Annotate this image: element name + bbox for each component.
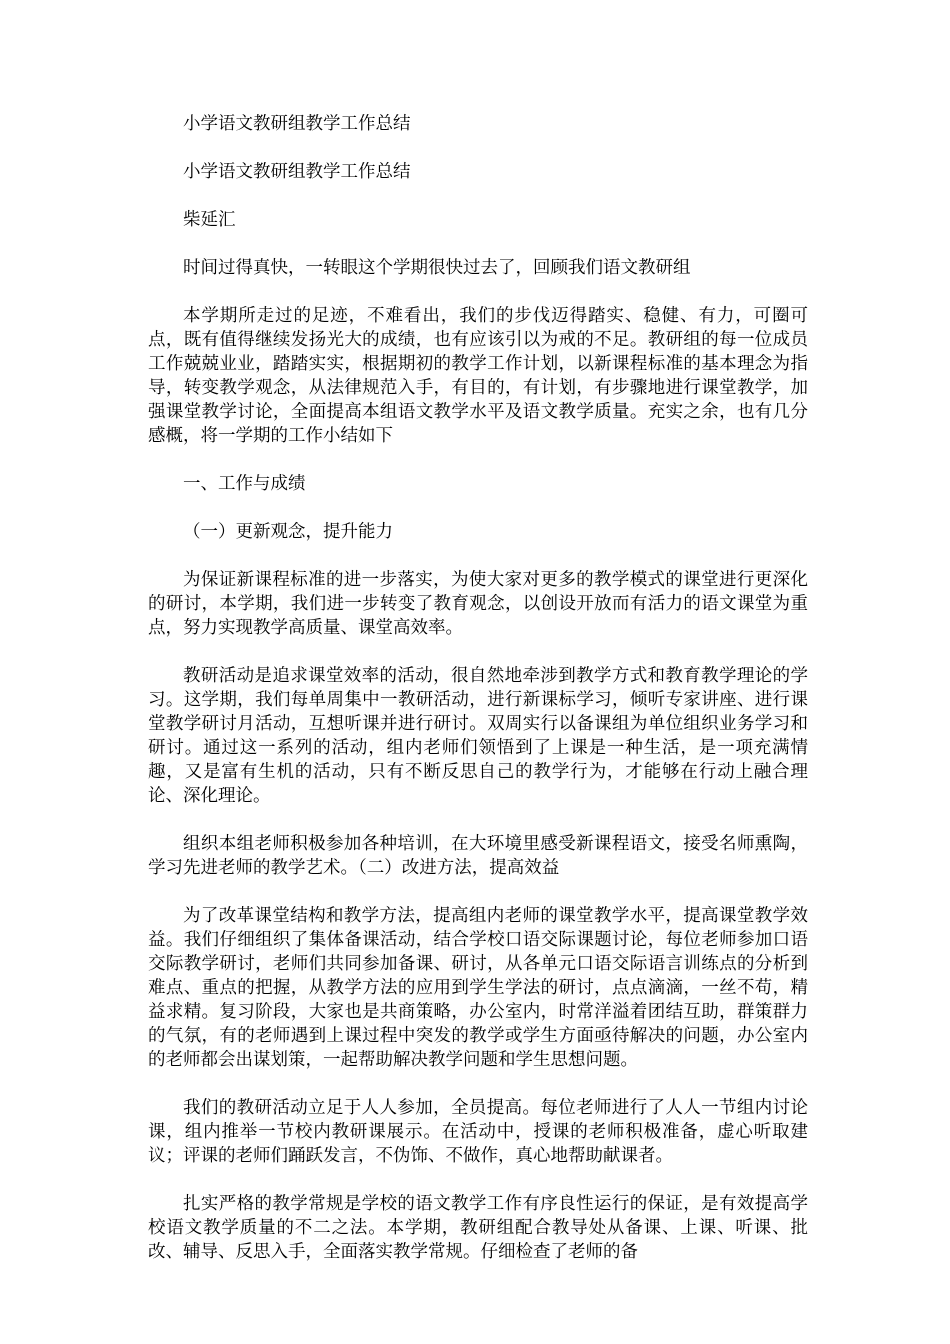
paragraph-3: 为保证新课程标准的进一步落实，为使大家对更多的教学模式的课堂进行更深化的研讨，本学期，我们进一步转变了教育观念，以创设开放而有活力的语文课堂为重点，努力实现教学高质量、课堂高效率。 xyxy=(148,570,808,638)
subsection-heading: （一）更新观念，提升能力 xyxy=(183,522,393,542)
paragraph-6: 为了改革课堂结构和教学方法，提高组内老师的课堂教学水平，提高课堂教学效益。我们仔细组织了集体备课活动，结合学校口语交际课题讨论，每位老师参加口语交际教学研讨，老师们共同参加备课、研讨，从各单元口语交际语言训练点的分析到难点、重点的把握，从教学方法的应用到学生学法的研讨，点点滴滴，一丝不苟，精益求精。复习阶段，大家也是共商策略，办公室内，时常洋溢着团结互助，群策群力的气氛，有的老师遇到上课过程中突发的教学或学生方面亟待解决的问题，办公室内的老师都会出谋划策，一起帮助解决教学问题和学生思想问题。 xyxy=(148,906,808,1070)
document-body xyxy=(148,112,808,1264)
document-author: 柴延汇 xyxy=(183,210,236,230)
document-subtitle: 小学语文教研组教学工作总结 xyxy=(183,162,411,182)
paragraph-2: 本学期所走过的足迹，不难看出，我们的步伐迈得踏实、稳健、有力，可圈可点，既有值得继续发扬光大的成绩，也有应该引以为戒的不足。教研组的每一位成员工作兢兢业业，踏踏实实，根据期初的教学工作计划，以新课程标准的基本理念为指导，转变教学观念，从法律规范入手，有目的，有计划，有步骤地进行课堂教学，加强课堂教学讨论，全面提高本组语文教学水平及语文教学质量。充实之余，也有几分感概，将一学期的工作小结如下 xyxy=(148,306,808,446)
paragraph-1: 时间过得真快，一转眼这个学期很快过去了，回顾我们语文教研组 xyxy=(183,258,691,278)
paragraph-4: 教研活动是追求课堂效率的活动，很自然地牵涉到教学方式和教育教学理论的学习。这学期，我们每单周集中一教研活动，进行新课标学习，倾听专家讲座、进行课堂教学研讨月活动，互想听课并进行研讨。双周实行以备课组为单位组织业务学习和研讨。通过这一系列的活动，组内老师们领悟到了上课是一种生活，是一项充满情趣，又是富有生机的活动，只有不断反思自己的教学行为，才能够在行动上融合理论、深化理论。 xyxy=(148,666,808,806)
paragraph-8: 扎实严格的教学常规是学校的语文教学工作有序良性运行的保证，是有效提高学校语文教学质量的不二之法。本学期，教研组配合教导处从备课、上课、听课、批改、辅导、反思入手，全面落实教学常规。仔细检查了老师的备 xyxy=(148,1194,808,1262)
paragraph-7: 我们的教研活动立足于人人参加，全员提高。每位老师进行了人人一节组内讨论课，组内推举一节校内教研课展示。在活动中，授课的老师积极准备，虚心听取建议；评课的老师们踊跃发言，不伪饰、不做作，真心地帮助献课者。 xyxy=(148,1098,808,1166)
paragraph-5: 组织本组老师积极参加各种培训，在大环境里感受新课程语文，接受名师熏陶，学习先进老师的教学艺术。（二）改进方法，提高效益 xyxy=(148,834,808,878)
section-heading: 一、工作与成绩 xyxy=(183,474,306,494)
document-title: 小学语文教研组教学工作总结 xyxy=(183,114,411,134)
